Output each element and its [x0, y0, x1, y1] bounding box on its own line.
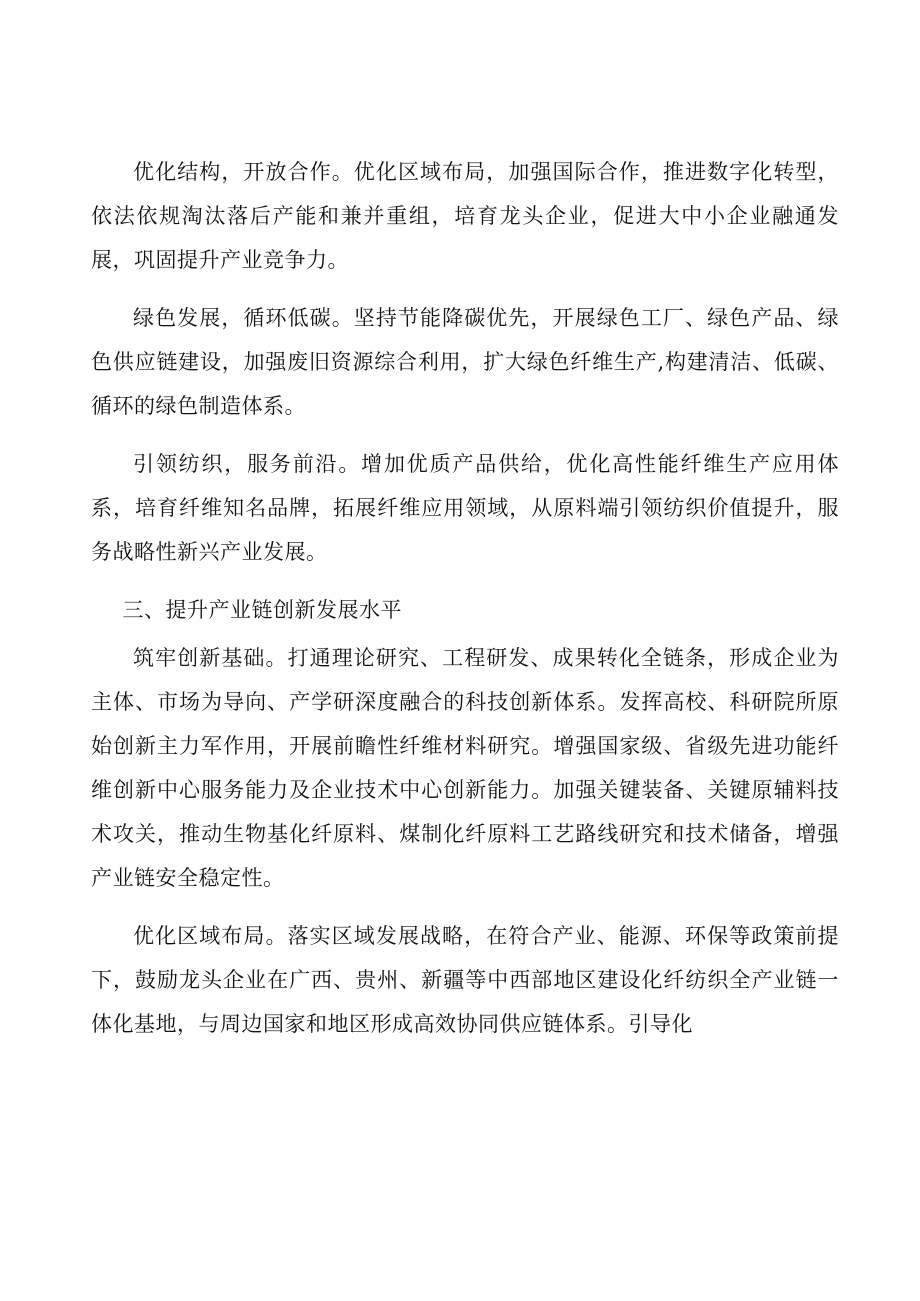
paragraph-innovation-foundation: 筑牢创新基础。打通理论研究、工程研发、成果转化全链条，形成企业为主体、市场为导向、产学研深度融合的科技创新体系。发挥高校、科研院所原始创新主力军作用，开展前瞻性纤维材料研究。增强国家级、省级先进功能纤维创新中心服务能力及企业技术中心创新能力。加强关键装备、关键原辅料技术攻关，推动生物基化纤原料、煤制化纤原料工艺路线研究和技术储备，增强产业链安全稳定性。 [91, 646, 839, 890]
paragraph-green-development: 绿色发展，循环低碳。坚持节能降碳优先，开展绿色工厂、绿色产品、绿色供应链建设，加强废旧资源综合利用，扩大绿色纤维生产,构建清洁、低碳、循环的绿色制造体系。 [91, 306, 839, 418]
document-page [91, 150, 839, 1060]
section-heading: 三、提升产业链创新发展水平 [122, 598, 402, 622]
paragraph-optimize-structure: 优化结构，开放合作。优化区域布局，加强国际合作，推进数字化转型，依法依规淘汰落后产能和兼并重组，培育龙头企业，促进大中小企业融通发展，巩固提升产业竞争力。 [91, 160, 839, 272]
paragraph-regional-layout: 优化区域布局。落实区域发展战略，在符合产业、能源、环保等政策前提下，鼓励龙头企业在广西、贵州、新疆等中西部地区建设化纤纺织全产业链一体化基地，与周边国家和地区形成高效协同供应链体系。引导化 [91, 924, 839, 1036]
paragraph-lead-textile: 引领纺织，服务前沿。增加优质产品供给，优化高性能纤维生产应用体系，培育纤维知名品牌，拓展纤维应用领域，从原料端引领纺织价值提升，服务战略性新兴产业发展。 [91, 452, 839, 564]
